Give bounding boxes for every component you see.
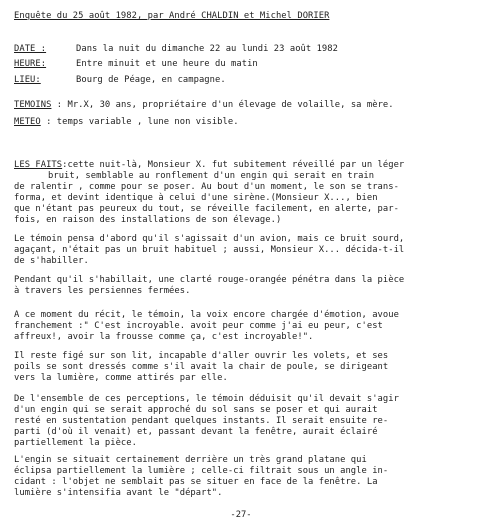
paragraph-line: Pendant qu'il s'habillait, une clarté rouge-orangée pénétra dans la pièce <box>14 275 405 285</box>
paragraph-line: forma, et devint identique à celui d'une sirène.(Monsieur X..., bien <box>14 193 378 203</box>
meteo-label: METEO <box>14 117 41 127</box>
paragraph-line: affreux!, avoir la frousse comme ça, c'est incroyable!". <box>14 332 314 342</box>
paragraph-line: cidant : l'objet ne semblait pas se situer en face de la fenêtre. La <box>14 477 378 487</box>
field-heure <box>14 59 476 70</box>
temoins-label: TEMOINS <box>14 100 52 110</box>
paragraph-line: Il reste figé sur son lit, incapable d'aller ouvrir les volets, et ses <box>14 351 389 361</box>
field-value: Dans la nuit du dimanche 22 au lundi 23 août 1982 <box>76 44 338 54</box>
meteo-text: : temps variable , lune non visible. <box>46 117 239 127</box>
paragraph-line: fois, en raison des installations de son élevage.) <box>14 215 282 225</box>
field-label: DATE : <box>14 44 47 54</box>
paragraph-line: De l'ensemble de ces perceptions, le témoin déduisit qu'il devait s'agir <box>14 394 399 404</box>
paragraph-line: d'un engin qui se serait approché du sol sans se poser et qui aurait <box>14 405 378 415</box>
paragraph-line: A ce moment du récit, le témoin, la voix encore chargée d'émotion, avoue <box>14 310 399 320</box>
paragraph-line: bruit, semblable au ronflement d'un engin qui serait en train <box>48 171 375 181</box>
paragraph-line: L'engin se situait certainement derrière un très grand platane qui <box>14 455 367 465</box>
paragraph-line: LES FAITS:cette nuit-là, Monsieur X. fut subitement réveillé par un léger <box>14 160 405 170</box>
field-value: Entre minuit et une heure du matin <box>76 59 258 69</box>
field-label: LIEU: <box>14 75 41 85</box>
paragraph-line: parti (d'où il venait) et, passant devant la fenêtre, aurait éclairé <box>14 427 378 437</box>
paragraph-line: agaçant, n'était pas un bruit habituel ; aussi, Monsieur X... décida-t-il <box>14 245 405 255</box>
temoins-text: : Mr.X, 30 ans, propriétaire d'un élevage de volaille, sa mère. <box>56 100 394 110</box>
paragraph-line: de s'habiller. <box>14 256 89 266</box>
paragraph-line: de ralentir , comme pour se poser. Au bout d'un moment, le son se trans- <box>14 182 399 192</box>
paragraph-line: poils se sont dressés comme s'il avait la chair de poule, se dirigeant <box>14 362 389 372</box>
paragraph-line: à travers les persiennes fermées. <box>14 286 191 296</box>
header <box>14 11 476 22</box>
paragraph-line: Le témoin pensa d'abord qu'il s'agissait d'un avion, mais ce bruit sourd, <box>14 234 405 244</box>
paragraph-line: franchement :" C'est incroyable. avoit peur comme j'ai eu peur, c'est <box>14 321 383 331</box>
page-number: -27- <box>230 510 252 520</box>
paragraph-line: resté en sustentation pendant quelques instants. Il serait ensuite re- <box>14 416 389 426</box>
field-value: Bourg de Péage, en campagne. <box>76 75 226 85</box>
paragraph-line: lumière s'intensifia avant le "départ". <box>14 488 223 498</box>
paragraph-line: vers la lumière, comme attirés par elle. <box>14 373 228 383</box>
header-text: Enquête du 25 août 1982, par André CHALDIN et Michel DORIER <box>14 11 330 21</box>
field-date <box>14 44 476 55</box>
paragraph-line: éclipsa partiellement la lumière ; celle-ci filtrait sous un angle in- <box>14 466 389 476</box>
paragraph-line: que n'étant pas peureux du tout, se réveille facilement, en alerte, par- <box>14 204 399 214</box>
faits-label: LES FAITS <box>14 160 63 170</box>
meteo-line <box>14 117 476 128</box>
paragraph-line: partiellement la pièce. <box>14 438 137 448</box>
field-label: HEURE: <box>14 59 47 69</box>
temoins-line <box>14 100 476 111</box>
field-lieu <box>14 75 476 86</box>
